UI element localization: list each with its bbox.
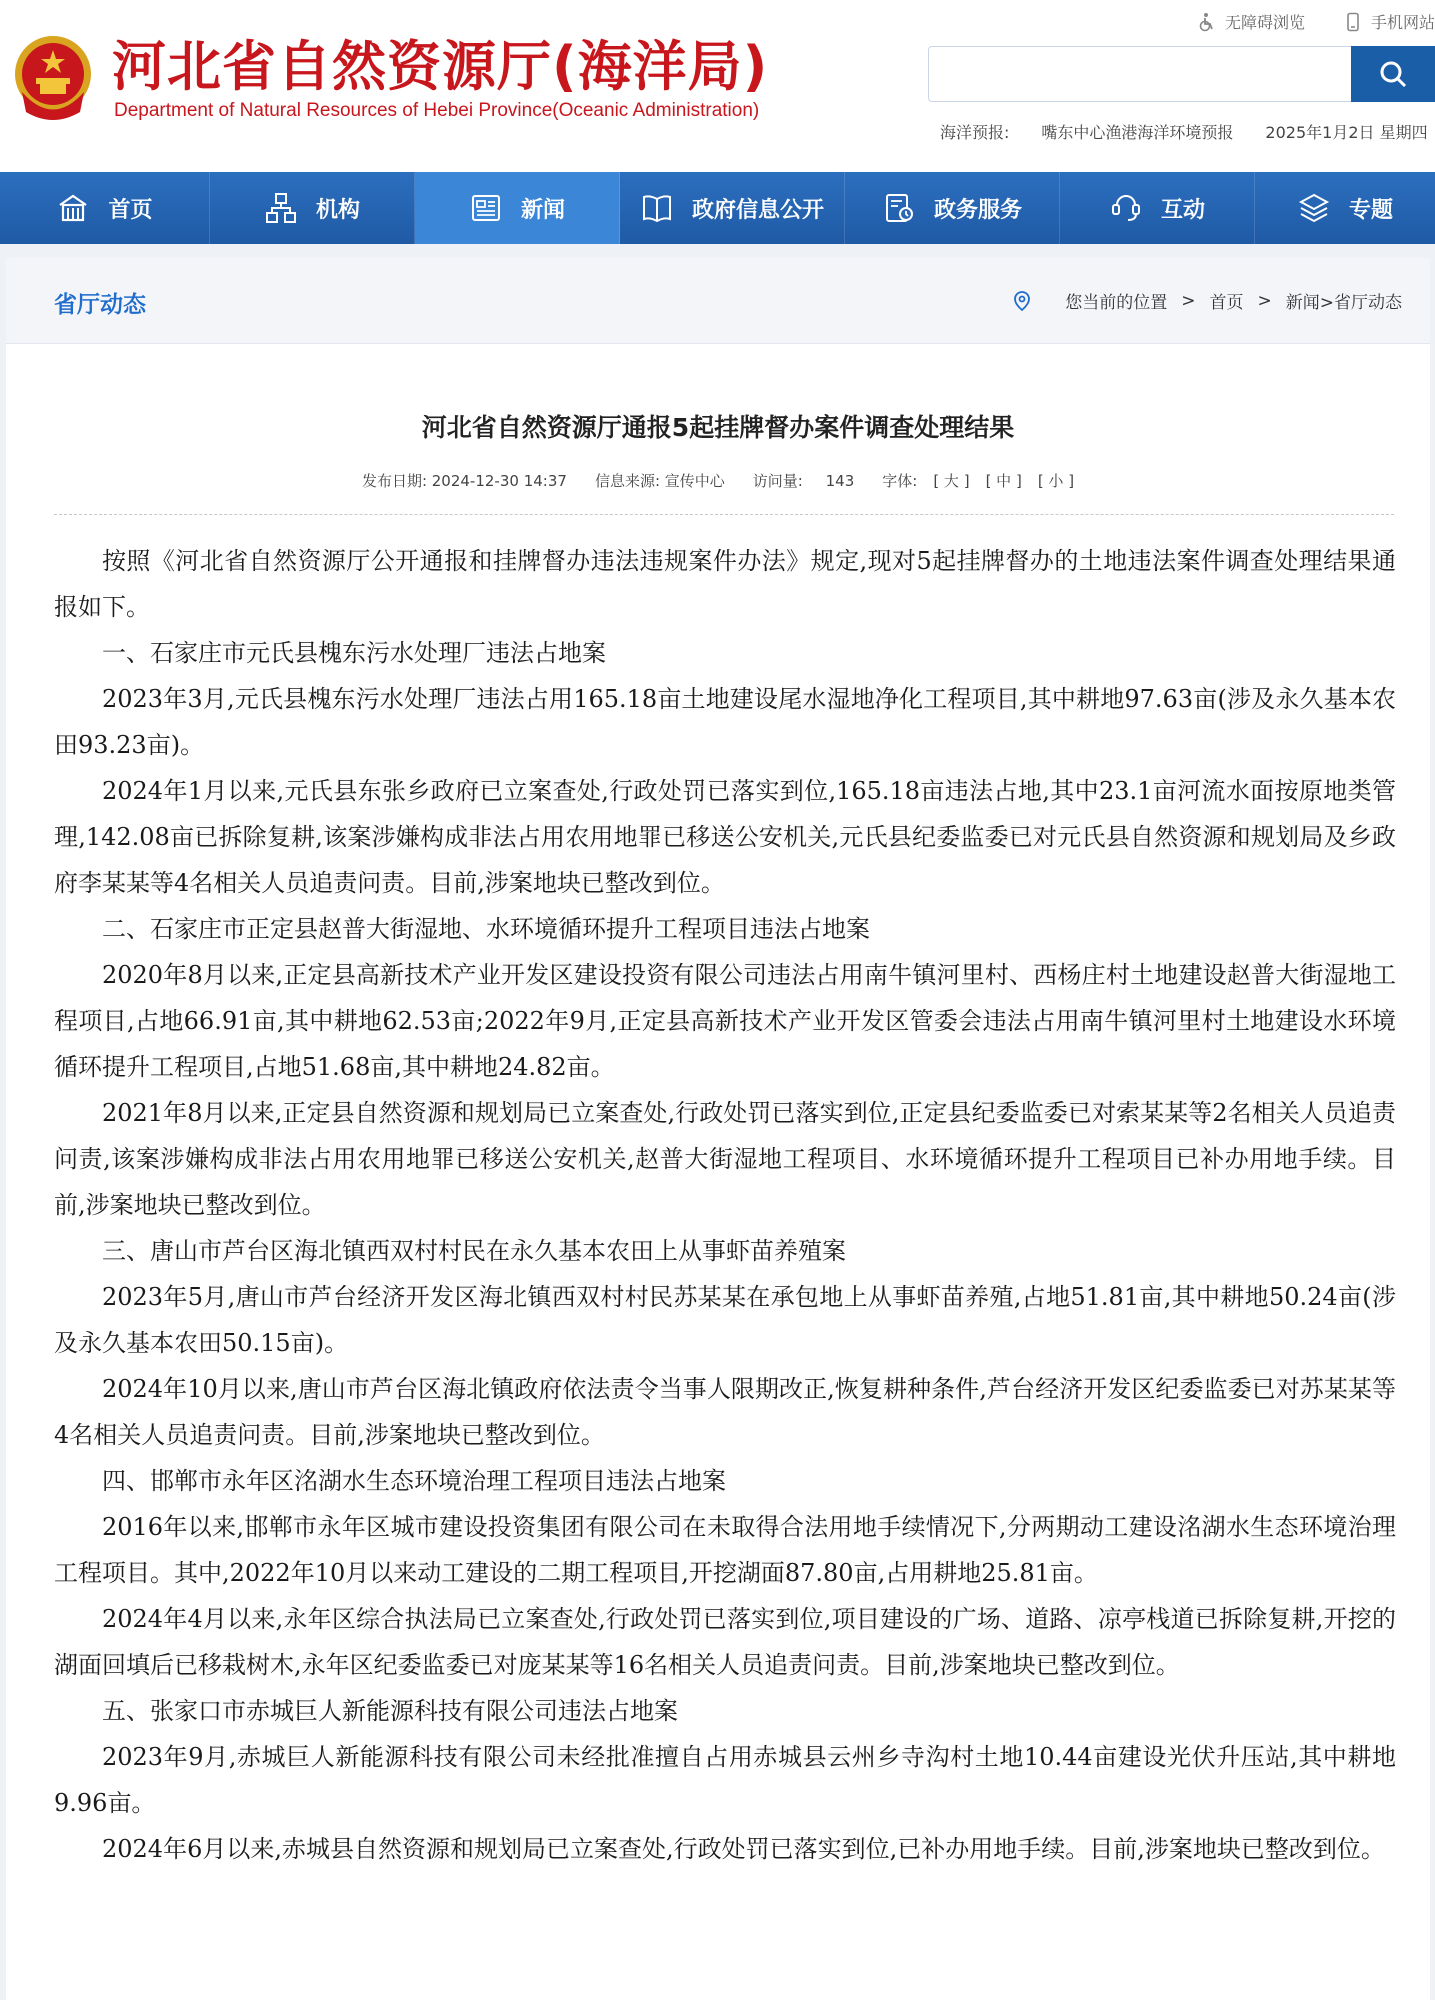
visit-count bbox=[753, 470, 854, 491]
article-meta bbox=[6, 470, 1430, 491]
breadcrumb-sep: > bbox=[1181, 290, 1196, 311]
nav-news[interactable] bbox=[415, 172, 620, 244]
national-emblem-icon bbox=[12, 32, 94, 124]
article-paragraph: 2021年8月以来,正定县自然资源和规划局已立案查处,行政处罚已落实到位,正定县纪委监委已对索某某等2名相关人员追责问责,该案涉嫌构成非法占用农用地罪已移送公安机关,赵普大街湿地工程项目、水环境循环提升工程项目已补办用地手续。目前,涉案地块已整改到位。 bbox=[54, 1099, 1396, 1219]
wheelchair-icon bbox=[1197, 12, 1217, 32]
case-heading: 三、唐山市芦台区海北镇西双村村民在永久基本农田上从事虾苗养殖案 bbox=[102, 1237, 846, 1265]
top-links bbox=[1197, 10, 1435, 33]
nav-services[interactable] bbox=[845, 172, 1060, 244]
visits-label: 访问量: bbox=[752, 472, 803, 490]
case-heading: 五、张家口市赤城巨人新能源科技有限公司违法占地案 bbox=[102, 1697, 678, 1725]
accessibility-link[interactable] bbox=[1197, 10, 1305, 33]
site-subtitle: Department of Natural Resources of Hebei Province(Oceanic Administration) bbox=[114, 100, 760, 121]
case-heading: 四、邯郸市永年区洺湖水生态环境治理工程项目违法占地案 bbox=[102, 1467, 726, 1495]
news-icon bbox=[469, 191, 503, 225]
org-icon bbox=[264, 191, 298, 225]
visits-value: 143 bbox=[825, 472, 855, 490]
layers-icon bbox=[1297, 191, 1331, 225]
nav-org[interactable] bbox=[210, 172, 415, 244]
font-small-button[interactable]: [ 小 ] bbox=[1037, 472, 1075, 490]
font-medium-button[interactable]: [ 中 ] bbox=[985, 472, 1022, 490]
breadcrumb-sep: > bbox=[1257, 290, 1272, 311]
meta-divider bbox=[54, 514, 1394, 515]
article-paragraph: 2023年3月,元氏县槐东污水处理厂违法占用165.18亩土地建设尾水湿地净化工程项目,其中耕地97.63亩(涉及永久基本农田93.23亩)。 bbox=[54, 685, 1396, 759]
breadcrumb-path[interactable]: 新闻>省厅动态 bbox=[1285, 293, 1402, 313]
nav-topics[interactable] bbox=[1255, 172, 1435, 244]
home-icon bbox=[56, 191, 90, 225]
case-heading: 二、石家庄市正定县赵普大街湿地、水环境循环提升工程项目违法占地案 bbox=[102, 915, 870, 943]
article-paragraph: 2024年10月以来,唐山市芦台区海北镇政府依法责令当事人限期改正,恢复耕种条件,芦台经济开发区纪委监委已对苏某某等4名相关人员追责问责。目前,涉案地块已整改到位。 bbox=[54, 1375, 1396, 1449]
service-icon bbox=[882, 191, 916, 225]
breadcrumb bbox=[1011, 288, 1402, 313]
font-size-label: 字体: bbox=[882, 472, 918, 490]
nav-home[interactable] bbox=[0, 172, 210, 244]
article-title: 河北省自然资源厅通报5起挂牌督办案件调查处理结果 bbox=[421, 413, 1015, 442]
article-paragraph: 2024年4月以来,永年区综合执法局已立案查处,行政处罚已落实到位,项目建设的广场、道路、凉亭栈道已拆除复耕,开挖的湖面回填后已移栽树木,永年区纪委监委已对庞某某等16名相关人员追责问责。目前,涉案地块已整改到位。 bbox=[54, 1605, 1396, 1679]
search-icon bbox=[1378, 59, 1408, 89]
mobile-label: 手机网站 bbox=[1370, 13, 1435, 32]
search-button[interactable] bbox=[1351, 46, 1435, 102]
nav-services-label: 政务服务 bbox=[933, 197, 1022, 223]
mobile-site-link[interactable] bbox=[1343, 10, 1435, 33]
book-icon bbox=[640, 191, 674, 225]
accessibility-label: 无障碍浏览 bbox=[1224, 13, 1305, 32]
nav-home-label: 首页 bbox=[108, 197, 153, 223]
breadcrumb-bar bbox=[6, 258, 1430, 344]
current-date: 2025年1月2日 星期四 bbox=[1265, 123, 1428, 142]
ocean-forecast bbox=[940, 120, 1428, 143]
article-paragraph: 2023年9月,赤城巨人新能源科技有限公司未经批准擅自占用赤城县云州乡寺沟村土地10.44亩建设光伏升压站,其中耕地9.96亩。 bbox=[54, 1743, 1396, 1817]
nav-news-label: 新闻 bbox=[520, 197, 565, 223]
site-title: 河北省自然资源厅(海洋局) bbox=[112, 35, 769, 98]
search-input[interactable] bbox=[928, 46, 1352, 102]
forecast-link[interactable]: 嘴东中心渔港海洋环境预报 bbox=[1041, 123, 1234, 142]
breadcrumb-home[interactable]: 首页 bbox=[1209, 293, 1244, 313]
nav-gov-info-label: 政府信息公开 bbox=[691, 197, 824, 223]
publish-date: 发布日期: 2024-12-30 14:37 bbox=[361, 472, 567, 490]
location-label: 您当前的位置 bbox=[1065, 293, 1168, 313]
location-pin-icon bbox=[1011, 290, 1033, 312]
nav-topics-label: 专题 bbox=[1348, 197, 1393, 223]
case-heading: 一、石家庄市元氏县槐东污水处理厂违法占地案 bbox=[102, 639, 606, 667]
article-paragraph: 2024年6月以来,赤城县自然资源和规划局已立案查处,行政处罚已落实到位,已补办用地手续。目前,涉案地块已整改到位。 bbox=[102, 1835, 1385, 1863]
site-header bbox=[0, 0, 1435, 172]
phone-icon bbox=[1343, 12, 1363, 32]
font-large-button[interactable]: [ 大 ] bbox=[933, 472, 970, 490]
article-paragraph: 2023年5月,唐山市芦台经济开发区海北镇西双村村民苏某某在承包地上从事虾苗养殖,占地51.81亩,其中耕地50.24亩(涉及永久基本农田50.15亩)。 bbox=[54, 1283, 1396, 1357]
info-source: 信息来源: 宣传中心 bbox=[594, 472, 725, 490]
article-paragraph: 按照《河北省自然资源厅公开通报和挂牌督办违法违规案件办法》规定,现对5起挂牌督办的土地违法案件调查处理结果通报如下。 bbox=[54, 547, 1396, 621]
nav-org-label: 机构 bbox=[315, 197, 360, 223]
main-nav bbox=[0, 172, 1435, 244]
section-name[interactable]: 省厅动态 bbox=[54, 292, 146, 318]
article-paragraph: 2024年1月以来,元氏县东张乡政府已立案查处,行政处罚已落实到位,165.18亩违法占地,其中23.1亩河流水面按原地类管理,142.08亩已拆除复耕,该案涉嫌构成非法占用农用地罪已移送公安机关,元氏县纪委监委已对元氏县自然资源和规划局及乡政府李某某等4名相关人员追责问责。目前,涉案地块已整改到位。 bbox=[54, 777, 1396, 897]
article-body bbox=[54, 538, 1396, 1872]
content-panel bbox=[6, 258, 1430, 2000]
nav-interact[interactable] bbox=[1060, 172, 1255, 244]
nav-gov-info[interactable] bbox=[620, 172, 845, 244]
interact-icon bbox=[1109, 191, 1143, 225]
article-paragraph: 2016年以来,邯郸市永年区城市建设投资集团有限公司在未取得合法用地手续情况下,分两期动工建设洺湖水生态环境治理工程项目。其中,2022年10月以来动工建设的二期工程项目,开挖湖面87.80亩,占用耕地25.81亩。 bbox=[54, 1513, 1396, 1587]
nav-interact-label: 互动 bbox=[1160, 197, 1205, 223]
forecast-label: 海洋预报: bbox=[940, 123, 1010, 142]
article-paragraph: 2020年8月以来,正定县高新技术产业开发区建设投资有限公司违法占用南牛镇河里村、西杨庄村土地建设赵普大街湿地工程项目,占地66.91亩,其中耕地62.53亩;2022年9月,正定县高新技术产业开发区管委会违法占用南牛镇河里村土地建设水环境循环提升工程项目,占地51.68亩,其中耕地24.82亩。 bbox=[54, 961, 1396, 1081]
font-size-switcher bbox=[882, 470, 1074, 491]
